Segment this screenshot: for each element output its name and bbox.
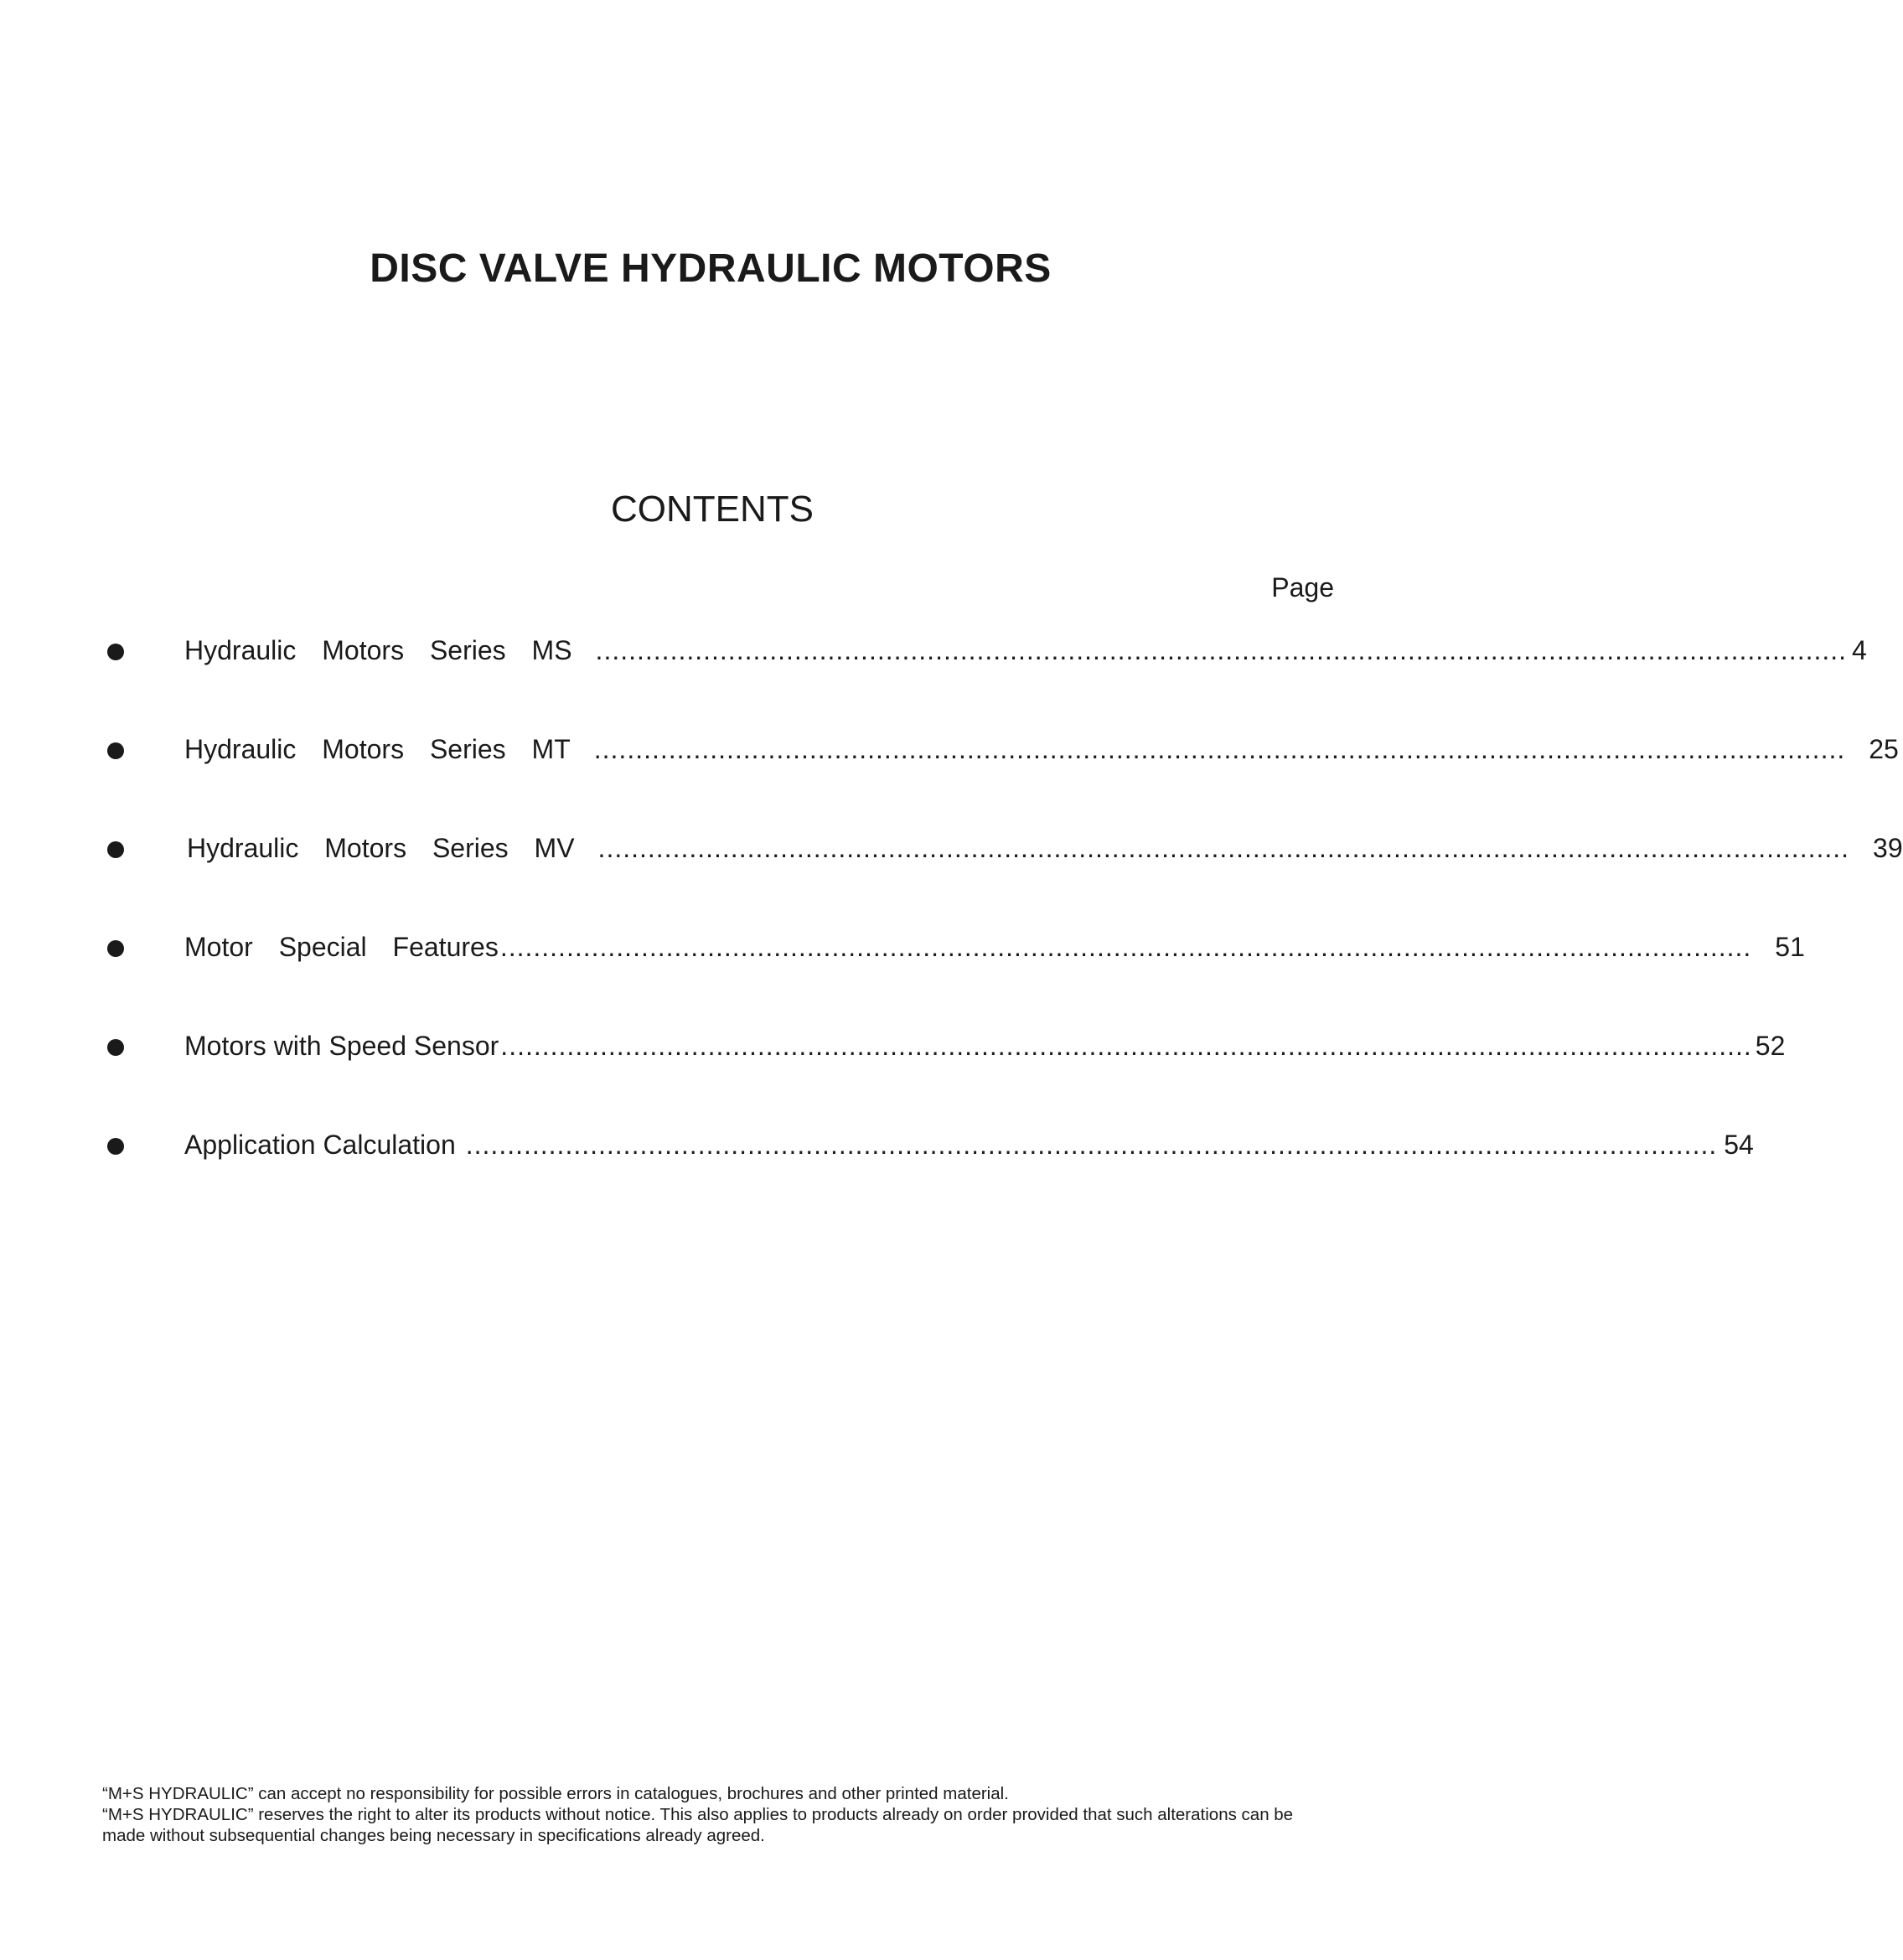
bullet-icon (107, 742, 124, 759)
bullet-icon (107, 1138, 124, 1155)
toc-entry-page: 25 (1869, 734, 1899, 764)
toc-entry-page: 4 (1852, 635, 1867, 665)
page-column-label: Page (1271, 572, 1334, 602)
disclaimer-note (102, 1783, 1309, 1846)
toc-entry-label: Hydraulic Motors Series MT (184, 734, 571, 764)
toc-dot-leader: ....................................................................................................................................................... (499, 932, 1752, 962)
toc-entry-series-mv (0, 833, 1903, 873)
toc-entry-series-mt (0, 734, 1899, 774)
toc-entry-page: 54 (1724, 1130, 1754, 1160)
bullet-icon (107, 644, 124, 660)
toc-entry-label: Hydraulic Motors Series MS (184, 635, 572, 665)
bullet-icon (107, 841, 124, 858)
toc-entry-page: 39 (1873, 833, 1903, 863)
disclaimer-line: “M+S HYDRAULIC” can accept no responsibility for possible errors in catalogues, brochures and other printed material. (102, 1784, 1009, 1803)
toc-entry-page: 51 (1775, 932, 1805, 962)
toc-entry-special-features (0, 932, 1805, 972)
toc-dot-leader: ....................................................................................................................................................... (595, 635, 1848, 665)
bullet-icon (107, 940, 124, 957)
toc-entry-page: 52 (1755, 1031, 1786, 1061)
toc-dot-leader: ....................................................................................................................................................... (500, 1031, 1752, 1061)
toc-dot-leader: ....................................................................................................................................................... (597, 833, 1850, 863)
toc-entry-label: Motor Special Features (184, 932, 499, 962)
toc-dot-leader: ....................................................................................................................................................... (593, 734, 1846, 764)
disclaimer-line: “M+S HYDRAULIC” reserves the right to alter its products without notice. This also applies to products already on order provided that such alterations can be made without subsequential changes being necessary in specifications already agreed. (102, 1805, 1294, 1845)
toc-entry-series-ms (0, 635, 1867, 675)
toc-entry-label: Application Calculation (184, 1130, 456, 1160)
document-title: DISC VALVE HYDRAULIC MOTORS (370, 246, 1052, 291)
toc-entry-label: Hydraulic Motors Series MV (187, 833, 575, 863)
contents-heading: CONTENTS (611, 489, 814, 530)
toc-entry-application-calculation (0, 1130, 1754, 1170)
toc-dot-leader: ....................................................................................................................................................... (465, 1130, 1718, 1160)
bullet-icon (107, 1039, 124, 1056)
toc-entry-speed-sensor (0, 1031, 1786, 1071)
toc-entry-label: Motors with Speed Sensor (184, 1031, 499, 1061)
